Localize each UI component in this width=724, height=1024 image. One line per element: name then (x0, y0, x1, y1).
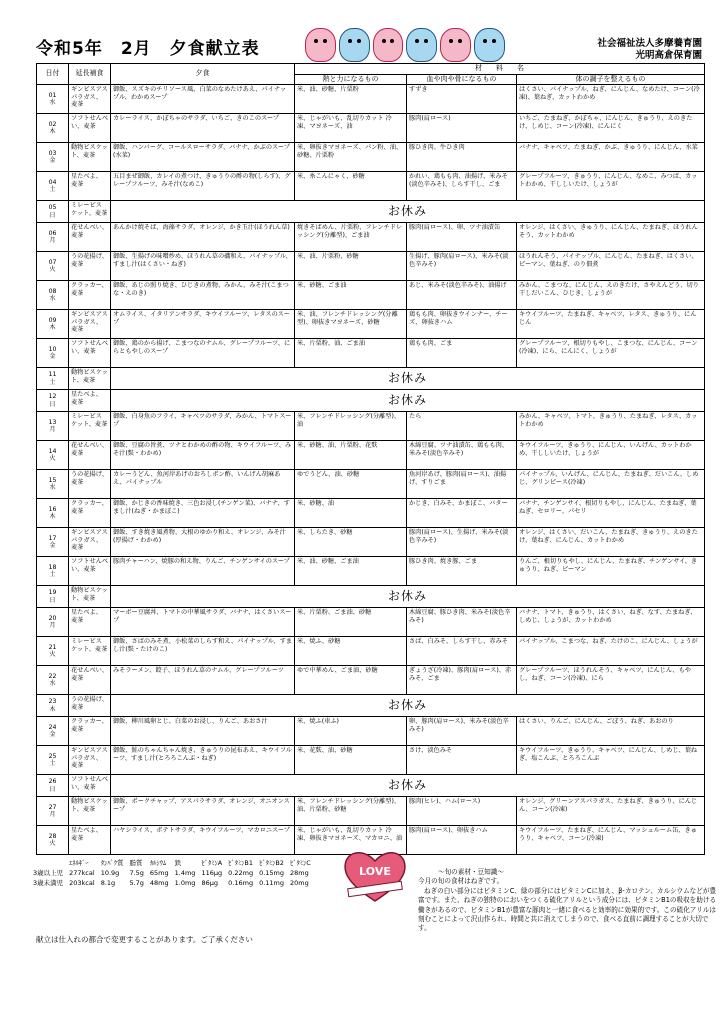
body-foods-cell: 豚肉(肩ロース)、卵抜きハム (407, 826, 517, 855)
weekday: 月 (49, 811, 56, 819)
menu-row (37, 608, 705, 637)
dinner-cell: 御飯、豆腐の旨煮、ツナとわかめの酢の物、キウイフルーツ、みそ汁(麩・わかめ) (111, 441, 295, 470)
date-cell (37, 223, 69, 252)
dinner-cell: 御飯、スズキのチリソース風、白菜のなめたけあえ、パイナップル、わかめスープ (111, 85, 295, 114)
dinner-cell: 御飯、あじの照り焼き、ひじきの煮物、みかん、みそ汁(こまつな・えのき) (111, 281, 295, 310)
header-body: 血や肉や骨になるもの (407, 74, 517, 85)
nutrition-value: 116μg (201, 869, 223, 877)
date-cell (37, 470, 69, 499)
dinner-cell: 御飯、さばのみそ煮、小松菜のしらす和え、パイナップル、すまし汁(麩・たけのこ) (111, 637, 295, 666)
date-cell (37, 528, 69, 557)
date-number: 14 (48, 447, 57, 455)
weekday: 木 (49, 128, 56, 136)
menu-row (37, 223, 705, 252)
energy-foods-cell: 米、焼ふ(車ふ) (295, 717, 407, 746)
energy-foods-cell: 米、砂糖、油 (295, 499, 407, 528)
nutrition-value: 0.16mg (228, 879, 254, 887)
weekday: 火 (49, 651, 56, 659)
date-number: 01 (48, 91, 57, 99)
mascot-icon (339, 28, 370, 62)
weekday: 土 (49, 186, 56, 194)
date-number: 17 (48, 534, 57, 542)
nutrition-value: 0.22mg (228, 869, 254, 877)
dinner-cell: カレーうどん、魚河岸あげのおろしポン酢、いんげん胡麻あえ、パイナップル (111, 470, 295, 499)
menu-row (37, 85, 705, 114)
body-foods-cell: 木綿豆腐、ツナ油漬缶、鶏もも肉、米みそ(淡色辛みそ) (407, 441, 517, 470)
menu-row (37, 412, 705, 441)
menu-row (37, 717, 705, 746)
date-cell (37, 201, 69, 223)
condition-foods-cell: グレープフルーツ、根切りもやし、こまつな、にんじん、コーン(冷凍)、にら、にんにく、しょうが (517, 339, 705, 368)
weekday: 日 (49, 211, 56, 219)
menu-row (37, 528, 705, 557)
body-foods-cell: かじき、白みそ、かまぼこ、バター (407, 499, 517, 528)
body-foods-cell: 魚河岸あげ、豚肉(肩ロース)、油揚げ、すりごま (407, 470, 517, 499)
body-foods-cell: かれい、鶏もも肉、油揚げ、米みそ(淡色辛みそ)、しらす干し、ごま (407, 172, 517, 201)
snack-cell: ソフトせんべい、麦茶 (69, 775, 111, 797)
date-number: 21 (48, 643, 57, 651)
nutrition-header (30, 858, 66, 868)
nutrition-value: 28mg (290, 869, 309, 877)
energy-foods-cell: 米、焼ふ、砂糖 (295, 637, 407, 666)
date-cell (37, 637, 69, 666)
dinner-cell: 御飯、生揚げの味噌炒め、ほうれん草の磯和え、パイナップル、すまし汁(はくさい・ねぎ) (111, 252, 295, 281)
body-foods-cell: たら (407, 412, 517, 441)
dinner-cell: 五目まぜ御飯、カレイの煮つけ、きゅうりの酢の物(しらす)、グレープフルーツ、みそ汁(なめこ) (111, 172, 295, 201)
date-cell (37, 586, 69, 608)
date-cell (37, 746, 69, 775)
energy-foods-cell: 米、油、片栗粉、砂糖 (295, 252, 407, 281)
snack-cell: うの花揚げ、麦茶 (69, 252, 111, 281)
date-number: 10 (48, 345, 57, 353)
energy-foods-cell: ゆでうどん、油、砂糖 (295, 470, 407, 499)
weekday: 木 (49, 705, 56, 713)
snack-cell: 動物ビスケット、麦茶 (69, 797, 111, 826)
energy-foods-cell: 米、糸こんにゃく、砂糖 (295, 172, 407, 201)
weekday: 水 (49, 295, 56, 303)
snack-cell: ソフトせんべい、麦茶 (69, 557, 111, 586)
menu-row (37, 586, 705, 608)
body-foods-cell: 豚肉(肩ロース) (407, 114, 517, 143)
condition-foods-cell: オレンジ、はくさい、きゅうり、にんじん、たまねぎ、ほうれんそう、カットわかめ (517, 223, 705, 252)
weekday: 土 (49, 571, 56, 579)
nutrition-header: 鉄 (174, 859, 182, 867)
date-number: 24 (48, 723, 57, 731)
date-cell (37, 339, 69, 368)
date-cell (37, 797, 69, 826)
nutrition-value: 5.7g (129, 879, 144, 887)
date-cell (37, 441, 69, 470)
menu-row (37, 281, 705, 310)
date-number: 02 (48, 120, 57, 128)
date-cell (37, 557, 69, 586)
weekday: 火 (49, 266, 56, 274)
energy-foods-cell: 米、片栗粉、ごま油、砂糖 (295, 608, 407, 637)
date-number: 08 (48, 287, 57, 295)
weekday: 月 (49, 426, 56, 434)
energy-foods-cell: 米、卵抜きマヨネーズ、パン粉、油、砂糖、片栗粉 (295, 143, 407, 172)
snack-cell: ソフトせんべい、麦茶 (69, 114, 111, 143)
date-cell (37, 172, 69, 201)
mascot-icon (406, 28, 437, 62)
snack-cell: クラッカー、麦茶 (69, 281, 111, 310)
nutrition-value: 8.1g (100, 879, 116, 887)
condition-foods-cell: みかん、キャベツ、トマト、きゅうり、たまねぎ、レタス、カットわかめ (517, 412, 705, 441)
condition-foods-cell: パイナップル、こまつな、ねぎ、たけのこ、にんじん、しょうが (517, 637, 705, 666)
nutrition-header: ﾋﾞﾀﾐﾝB1 (228, 859, 253, 867)
date-number: 27 (48, 803, 57, 811)
nutrition-value: 86μg (201, 879, 218, 887)
header-dinner: 夕食 (111, 64, 295, 85)
menu-row (37, 775, 705, 797)
header-date: 日付 (37, 64, 69, 85)
weekday: 水 (49, 680, 56, 688)
dinner-cell: 豚肉チャーハン、焼豚の和え物、りんご、チンゲンサイのスープ (111, 557, 295, 586)
date-cell (37, 85, 69, 114)
body-foods-cell: ぎょうざ(冷凍)、豚肉(肩ロース)、赤みそ、ごま (407, 666, 517, 695)
condition-foods-cell: りんご、根切りもやし、にんじん、たまねぎ、チンゲンサイ、きゅうり、ねぎ、ピーマン (517, 557, 705, 586)
date-number: 04 (48, 178, 57, 186)
menu-row (37, 470, 705, 499)
header-snack: 延長補食 (69, 64, 111, 85)
change-notice: 献立は仕入れの都合で変更することがあります。ご了承ください (36, 935, 253, 944)
condition-foods-cell: オレンジ、グリーンアスパラガス、たまねぎ、きゅうり、にんじん、コーン(冷凍) (517, 797, 705, 826)
love-label: LOVE (359, 865, 391, 878)
date-number: 11 (48, 371, 57, 379)
date-cell (37, 368, 69, 390)
body-foods-cell: あじ、米みそ(淡色辛みそ)、油揚げ (407, 281, 517, 310)
dinner-cell: 御飯、鮭のちゃんちゃん焼き、きゅうりの昆布あえ、キウイフルーツ、すまし汁(とろろこんぶ・ねぎ) (111, 746, 295, 775)
body-foods-cell: 生揚げ、豚肉(肩ロース)、米みそ(淡色辛みそ) (407, 252, 517, 281)
energy-foods-cell: 米、油、フレンチドレッシング(分離型)、卵抜きマヨネーズ、砂糖 (295, 310, 407, 339)
weekday: 水 (49, 99, 56, 107)
weekday: 日 (49, 596, 56, 604)
date-number: 28 (48, 832, 57, 840)
body-foods-cell: 鶏もも肉、ごま (407, 339, 517, 368)
menu-row (37, 368, 705, 390)
menu-row (37, 114, 705, 143)
condition-foods-cell: いちご、たまねぎ、かぼちゃ、にんじん、きゅうり、えのきたけ、しめじ、コーン(冷凍)、にんにく (517, 114, 705, 143)
date-number: 05 (48, 204, 57, 212)
rest-day-label: お休み (111, 695, 705, 717)
menu-row (37, 797, 705, 826)
dinner-cell: 御飯、柳川風卵とじ、白菜のお浸し、りんご、あおさ汁 (111, 717, 295, 746)
condition-foods-cell: キウイフルーツ、たまねぎ、キャベツ、レタス、きゅうり、にんじん (517, 310, 705, 339)
dinner-cell: 御飯、ハンバーグ、コールスローサラダ、バナナ、かぶのスープ(水菜) (111, 143, 295, 172)
energy-foods-cell: 米、じゃがいも、乱切りカット 冷凍、卵抜きマヨネーズ、マカロニ、油 (295, 826, 407, 855)
date-number: 12 (48, 393, 57, 401)
condition-foods-cell: ほうれんそう、パイナップル、にんじん、たまねぎ、はくさい、ピーマン、葉ねぎ、のり佃煮 (517, 252, 705, 281)
energy-foods-cell: 米、しらたき、砂糖 (295, 528, 407, 557)
energy-foods-cell: 焼きそばめん、片栗粉、フレンチドレッシング(分離型)、ごま油 (295, 223, 407, 252)
snack-cell: ミレービスケット、麦茶 (69, 637, 111, 666)
weekday: 金 (49, 157, 56, 165)
nutrition-summary (30, 858, 314, 888)
menu-row (37, 143, 705, 172)
mascot-icon (440, 28, 471, 62)
condition-foods-cell: はくさい、りんご、にんじん、ごぼう、ねぎ、あおのり (517, 717, 705, 746)
menu-row (37, 666, 705, 695)
snack-cell: 星たべよ、麦茶 (69, 608, 111, 637)
date-number: 09 (48, 316, 57, 324)
snack-cell: 動物ビスケット、麦茶 (69, 586, 111, 608)
menu-table (36, 63, 705, 855)
energy-foods-cell: 米、フレンチドレッシング(分離型)、油 (295, 412, 407, 441)
menu-row (37, 172, 705, 201)
nutrition-value: 1.0mg (174, 879, 196, 887)
energy-foods-cell: 米、油、砂糖、ごま油 (295, 557, 407, 586)
menu-row (37, 499, 705, 528)
nutrition-header: ｶﾙｼｳﾑ (149, 859, 167, 867)
snack-cell: クラッカー、麦茶 (69, 499, 111, 528)
dinner-cell: 御飯、鶏のから揚げ、こまつなのナムル、グレープフルーツ、にらともやしのスープ (111, 339, 295, 368)
nutrition-value: 0.11mg (259, 879, 285, 887)
dinner-cell: みそラーメン、餃子、ほうれん草のナムル、グレープフルーツ (111, 666, 295, 695)
snack-cell: ミレービスケット、麦茶 (69, 201, 111, 223)
condition-foods-cell: グレープフルーツ、きゅうり、にんじん、なめこ、みつば、カットわかめ、干ししいたけ、しょうが (517, 172, 705, 201)
snack-cell: 星たべよ、麦茶 (69, 826, 111, 855)
weekday: 土 (49, 378, 56, 386)
body-foods-cell: 豚肉(肩ロース)、生揚げ、米みそ(淡色辛みそ) (407, 528, 517, 557)
condition-foods-cell: バナナ、トマト、きゅうり、はくさい、ねぎ、なす、たまねぎ、しめじ、しょうが、カットわかめ (517, 608, 705, 637)
menu-row (37, 339, 705, 368)
weekday: 木 (49, 513, 56, 521)
date-number: 22 (48, 672, 57, 680)
date-number: 26 (48, 778, 57, 786)
date-cell (37, 717, 69, 746)
org-line1: 社会福祉法人多摩養育園 (597, 38, 702, 49)
nutrition-value: 10.9g (100, 869, 120, 877)
nutrition-table (30, 858, 314, 888)
menu-row (37, 390, 705, 412)
nutrition-value: 48mg (149, 879, 169, 887)
menu-row (37, 252, 705, 281)
date-cell (37, 143, 69, 172)
dinner-cell: 御飯、かじきの香味焼き、三色お浸し(チンゲン菜)、バナナ、すまし汁(ねぎ・かまぼこ) (111, 499, 295, 528)
energy-foods-cell: 米、片栗粉、油、ごま油 (295, 339, 407, 368)
menu-row (37, 746, 705, 775)
nutrition-value: 3歳未満児 (33, 879, 64, 887)
body-foods-cell: 豚肉(ヒレ)、ハム(ロース) (407, 797, 517, 826)
mascot-icon (305, 28, 336, 62)
date-cell (37, 114, 69, 143)
menu-row (37, 310, 705, 339)
snack-cell: うの花揚げ、麦茶 (69, 470, 111, 499)
dinner-cell: マーボー豆腐丼、トマトの中華風サラダ、バナナ、はくさいスープ (111, 608, 295, 637)
date-cell (37, 826, 69, 855)
date-number: 16 (48, 505, 57, 513)
rest-day-label: お休み (111, 586, 705, 608)
mascot-icon (474, 28, 505, 62)
page-title: 令和5年 2月 夕食献立表 (36, 39, 260, 59)
date-cell (37, 775, 69, 797)
date-cell (37, 310, 69, 339)
snack-cell: 動物ビスケット、麦茶 (69, 143, 111, 172)
energy-foods-cell: 米、砂糖、ごま油 (295, 281, 407, 310)
condition-foods-cell: みかん、こまつな、にんじん、えのきたけ、さやえんどう、切り干しだいこん、ひじき、しょうが (517, 281, 705, 310)
snack-cell: クラッカー、麦茶 (69, 717, 111, 746)
weekday: 土 (49, 760, 56, 768)
body-foods-cell: さけ、淡色みそ (407, 746, 517, 775)
nutrition-value: 7.5g (129, 869, 144, 877)
nutrition-value: 1.4mg (174, 869, 196, 877)
date-number: 03 (48, 149, 57, 157)
body-foods-cell: 豚ひき肉、牛ひき肉 (407, 143, 517, 172)
energy-foods-cell: 米、じゃがいも、乱切りカット 冷凍、マヨネーズ、油 (295, 114, 407, 143)
snack-cell: ソフトせんべい、麦茶 (69, 339, 111, 368)
snack-cell: 花せんべい、麦茶 (69, 441, 111, 470)
snack-cell: 花せんべい、麦茶 (69, 223, 111, 252)
weekday: 日 (49, 400, 56, 408)
nutrition-value: 0.15mg (259, 869, 285, 877)
weekday: 月 (49, 237, 56, 245)
date-number: 20 (48, 614, 57, 622)
weekday: 金 (49, 731, 56, 739)
date-cell (37, 281, 69, 310)
date-number: 07 (48, 258, 57, 266)
nutrition-value: 65mg (149, 869, 169, 877)
weekday: 日 (49, 785, 56, 793)
nutrition-value: 277kcal (69, 869, 95, 877)
nutrition-header: 脂質 (129, 859, 143, 867)
condition-foods-cell: オレンジ、はくさい、だいこん、たまねぎ、きゅうり、えのきたけ、葉ねぎ、にんじん、カットわかめ (517, 528, 705, 557)
snack-cell: ミレービスケット、麦茶 (69, 412, 111, 441)
seasonal-info (418, 868, 718, 934)
energy-foods-cell: 米、砂糖、油、片栗粉、花麩 (295, 441, 407, 470)
snack-cell: 花せんべい、麦茶 (69, 666, 111, 695)
condition-foods-cell: バナナ、チンゲンサイ、根切りもやし、にんじん、たまねぎ、葉ねぎ、セロリー、パセリ (517, 499, 705, 528)
snack-cell: ギンビスアスパラガス、麦茶 (69, 85, 111, 114)
condition-foods-cell: バナナ、キャベツ、たまねぎ、かぶ、きゅうり、にんじん、水菜 (517, 143, 705, 172)
rest-day-label: お休み (111, 390, 705, 412)
date-cell (37, 608, 69, 637)
body-foods-cell: 豚肉(肩ロース)、卵、ツナ油漬缶 (407, 223, 517, 252)
date-cell (37, 412, 69, 441)
header-condition: 体の調子を整えるもの (517, 74, 705, 85)
date-cell (37, 252, 69, 281)
weekday: 火 (49, 840, 56, 848)
nutrition-header: ｴﾈﾙｷﾞｰ (69, 859, 89, 867)
menu-row (37, 637, 705, 666)
menu-row (37, 201, 705, 223)
date-number: 15 (48, 476, 57, 484)
rest-day-label: お休み (111, 775, 705, 797)
rest-day-label: お休み (111, 201, 705, 223)
dinner-cell: オムライス、イタリアンサラダ、キウイフルーツ、レタスのスープ (111, 310, 295, 339)
nutrition-header: ﾋﾞﾀﾐﾝB2 (259, 859, 284, 867)
body-foods-cell: 鶏もも肉、卵抜きウインナー、チーズ、卵抜きハム (407, 310, 517, 339)
dinner-cell: 御飯、白身魚のフライ、キャベツのサラダ、みかん、トマトスープ (111, 412, 295, 441)
date-cell (37, 499, 69, 528)
dinner-cell: カレーライス、かぼちゃのサラダ、いちご、きのこのスープ (111, 114, 295, 143)
snack-cell: うの花揚げ、麦茶 (69, 695, 111, 717)
body-foods-cell: さば、白みそ、しらす干し、赤みそ (407, 637, 517, 666)
date-number: 19 (48, 589, 57, 597)
rest-day-label: お休み (111, 368, 705, 390)
weekday: 火 (49, 455, 56, 463)
date-number: 23 (48, 698, 57, 706)
love-heart-icon (340, 845, 410, 905)
weekday: 木 (49, 324, 56, 332)
condition-foods-cell: キウイフルーツ、きゅうり、にんじん、いんげん、カットわかめ、干ししいたけ、しょうが (517, 441, 705, 470)
dinner-cell: あんかけ焼そば、海藻サラダ、オレンジ、かき玉汁(ほうれん草) (111, 223, 295, 252)
weekday: 金 (49, 353, 56, 361)
mascot-illustration (305, 28, 505, 62)
date-cell (37, 695, 69, 717)
snack-cell: ギンビスアスパラガス、麦茶 (69, 746, 111, 775)
weekday: 金 (49, 542, 56, 550)
date-number: 13 (48, 418, 57, 426)
menu-row (37, 441, 705, 470)
body-foods-cell: 木綿豆腐、豚ひき肉、米みそ(淡色辛みそ) (407, 608, 517, 637)
body-foods-cell: すずき (407, 85, 517, 114)
organization-name (597, 38, 702, 62)
condition-foods-cell: キウイフルーツ、たまねぎ、にんじん、マッシュルーム缶、きゅうり、キャベツ、コーン(冷凍) (517, 826, 705, 855)
energy-foods-cell: 米、花麩、油、砂糖 (295, 746, 407, 775)
nutrition-header: ﾀﾝﾊﾟｸ質 (100, 859, 124, 867)
date-number: 06 (48, 229, 57, 237)
body-foods-cell: 卵、豚肉(肩ロース)、米みそ(淡色辛みそ) (407, 717, 517, 746)
mascot-icon (373, 28, 404, 62)
body-foods-cell: 豚ひき肉、焼き豚、ごま (407, 557, 517, 586)
dinner-cell: 御飯、ポークチャップ、アスパラサラダ、オレンジ、オニオンスープ (111, 797, 295, 826)
menu-row (37, 695, 705, 717)
seasonal-title: ～旬の素材・豆知識～ (438, 868, 504, 876)
snack-cell: 星たべよ、麦茶 (69, 172, 111, 201)
nutrition-value: 3歳以上児 (33, 869, 64, 877)
header-energy: 熱と力になるもの (295, 74, 407, 85)
seasonal-body: ねぎの白い部分にはビタミンC、緑の部分にはビタミンCに加え、β-カロテン、カルシウムなどが豊富です。また、ねぎの独特のにおいをつくる硫化アリルという成分には、ビタミンB1の吸収を助ける働きがあるので、ビタミンB1が豊富な豚肉と一緒に食べると効率的に効果的です。この硫化アリルは刻むことによって沢山作られ、時間と共に消えてしまうので、食べる直前に調理することが大切です。 (418, 886, 717, 933)
nutrition-value: 203kcal (69, 879, 95, 887)
nutrition-row (30, 868, 314, 878)
nutrition-row (30, 878, 314, 888)
date-number: 25 (48, 752, 57, 760)
dinner-cell: 御飯、すき焼き風煮物、大根のゆかり和え、オレンジ、みそ汁(厚揚げ・わかめ) (111, 528, 295, 557)
condition-foods-cell: グレープフルーツ、ほうれんそう、キャベツ、にんじん、もやし、ねぎ、コーン(冷凍)、にら (517, 666, 705, 695)
menu-row (37, 557, 705, 586)
weekday: 月 (49, 622, 56, 630)
seasonal-line1: 今月の旬の食材はねぎです。 (418, 877, 504, 886)
date-cell (37, 390, 69, 412)
energy-foods-cell: 米、フレンチドレッシング(分離型)、油、片栗粉、砂糖 (295, 797, 407, 826)
org-line2: 光明高倉保育園 (635, 50, 702, 61)
nutrition-header: ﾋﾞﾀﾐﾝA (201, 859, 223, 867)
weekday: 水 (49, 484, 56, 492)
condition-foods-cell: キウイフルーツ、きゅうり、キャベツ、にんじん、しめじ、葉ねぎ、塩こんぶ、とろろこんぶ (517, 746, 705, 775)
snack-cell: ギンビスアスパラガス、麦茶 (69, 310, 111, 339)
energy-foods-cell: ゆで中華めん、ごま油、砂糖 (295, 666, 407, 695)
snack-cell: 動物ビスケット、麦茶 (69, 368, 111, 390)
dinner-cell: ハヤシライス、ポテトサラダ、キウイフルーツ、マカロニスープ (111, 826, 295, 855)
nutrition-header: ﾋﾞﾀﾐﾝC (290, 859, 311, 867)
date-number: 18 (48, 563, 57, 571)
snack-cell: 星たべよ、麦茶 (69, 390, 111, 412)
nutrition-value: 20mg (290, 879, 309, 887)
energy-foods-cell: 米、油、砂糖、片栗粉 (295, 85, 407, 114)
condition-foods-cell: はくさい、パイナップル、ねぎ、にんじん、なめたけ、コーン(冷凍)、葉ねぎ、カットわかめ (517, 85, 705, 114)
date-cell (37, 666, 69, 695)
menu-table-body (37, 85, 705, 855)
snack-cell: ギンビスアスパラガス、麦茶 (69, 528, 111, 557)
condition-foods-cell: パイナップル、いんげん、にんじん、たまねぎ、だいこん、しめじ、グリンピース(冷凍) (517, 470, 705, 499)
header-ingredients: 材 料 名 (295, 64, 705, 75)
